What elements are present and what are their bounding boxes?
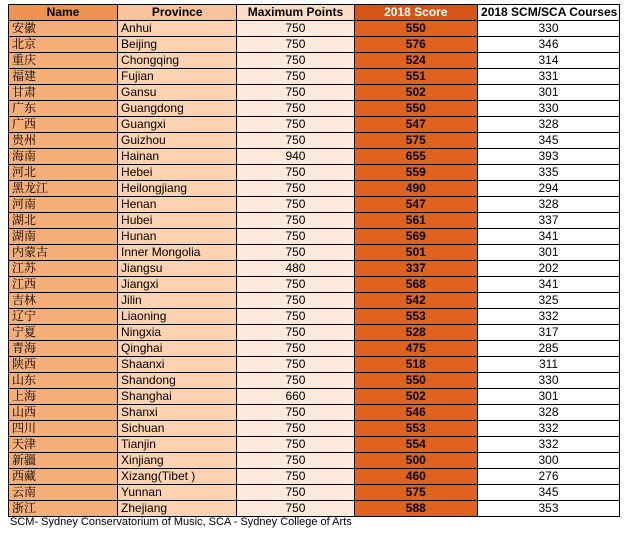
- table-row: [9, 133, 620, 149]
- cell-maximum-points: 750: [237, 181, 354, 197]
- cell-maximum-points: 750: [237, 325, 354, 341]
- cell-maximum-points: 940: [237, 149, 354, 165]
- table-row: [9, 117, 620, 133]
- cell-scm-sca-courses: 332: [478, 421, 620, 437]
- cell-scm-sca-courses: 353: [478, 501, 620, 517]
- cell-2018-score: 490: [354, 181, 477, 197]
- table-row: [9, 341, 620, 357]
- cell-province: Beijing: [118, 37, 237, 53]
- cell-2018-score: 553: [354, 421, 477, 437]
- cell-2018-score: 575: [354, 133, 477, 149]
- cell-scm-sca-courses: 332: [478, 437, 620, 453]
- table-row: [9, 389, 620, 405]
- table-row: [9, 293, 620, 309]
- cell-maximum-points: 750: [237, 501, 354, 517]
- cell-name: 吉林: [9, 293, 118, 309]
- cell-scm-sca-courses: 285: [478, 341, 620, 357]
- cell-name: 广西: [9, 117, 118, 133]
- cell-2018-score: 547: [354, 197, 477, 213]
- table-row: [9, 85, 620, 101]
- cell-maximum-points: 750: [237, 453, 354, 469]
- cell-scm-sca-courses: 341: [478, 229, 620, 245]
- cell-name: 北京: [9, 37, 118, 53]
- cell-maximum-points: 750: [237, 165, 354, 181]
- cell-2018-score: 475: [354, 341, 477, 357]
- cell-province: Jiangxi: [118, 277, 237, 293]
- cell-name: 湖南: [9, 229, 118, 245]
- cell-province: Qinghai: [118, 341, 237, 357]
- cell-maximum-points: 750: [237, 85, 354, 101]
- cell-2018-score: 337: [354, 261, 477, 277]
- table-row: [9, 373, 620, 389]
- cell-province: Shaanxi: [118, 357, 237, 373]
- table-row: [9, 181, 620, 197]
- cell-2018-score: 501: [354, 245, 477, 261]
- cell-2018-score: 502: [354, 85, 477, 101]
- cell-scm-sca-courses: 301: [478, 245, 620, 261]
- table-row: [9, 69, 620, 85]
- cell-2018-score: 460: [354, 469, 477, 485]
- cell-2018-score: 559: [354, 165, 477, 181]
- cell-name: 四川: [9, 421, 118, 437]
- table-row: [9, 37, 620, 53]
- cell-scm-sca-courses: 276: [478, 469, 620, 485]
- cell-province: Hainan: [118, 149, 237, 165]
- header-province: Province: [118, 5, 237, 21]
- cell-province: Guizhou: [118, 133, 237, 149]
- table-row: [9, 453, 620, 469]
- header-name: Name: [9, 5, 118, 21]
- cell-maximum-points: 750: [237, 437, 354, 453]
- cell-scm-sca-courses: 332: [478, 309, 620, 325]
- cell-name: 甘肃: [9, 85, 118, 101]
- cell-province: Guangxi: [118, 117, 237, 133]
- cell-scm-sca-courses: 330: [478, 373, 620, 389]
- cell-province: Zhejiang: [118, 501, 237, 517]
- cell-maximum-points: 750: [237, 421, 354, 437]
- cell-maximum-points: 750: [237, 117, 354, 133]
- cell-name: 海南: [9, 149, 118, 165]
- cell-scm-sca-courses: 330: [478, 21, 620, 37]
- cell-province: Guangdong: [118, 101, 237, 117]
- cell-scm-sca-courses: 328: [478, 117, 620, 133]
- cell-province: Shandong: [118, 373, 237, 389]
- cell-scm-sca-courses: 294: [478, 181, 620, 197]
- cell-2018-score: 561: [354, 213, 477, 229]
- table-row: [9, 197, 620, 213]
- cell-province: Jiangsu: [118, 261, 237, 277]
- cell-maximum-points: 750: [237, 245, 354, 261]
- cell-maximum-points: 750: [237, 21, 354, 37]
- table-row: [9, 501, 620, 517]
- cell-maximum-points: 750: [237, 53, 354, 69]
- cell-scm-sca-courses: 330: [478, 101, 620, 117]
- cell-2018-score: 568: [354, 277, 477, 293]
- cell-province: Shanghai: [118, 389, 237, 405]
- cell-name: 青海: [9, 341, 118, 357]
- cell-province: Liaoning: [118, 309, 237, 325]
- cell-maximum-points: 750: [237, 37, 354, 53]
- cell-scm-sca-courses: 301: [478, 389, 620, 405]
- table-body: [9, 21, 620, 517]
- cell-2018-score: 655: [354, 149, 477, 165]
- cell-province: Sichuan: [118, 421, 237, 437]
- table-row: [9, 101, 620, 117]
- cell-province: Henan: [118, 197, 237, 213]
- cell-2018-score: 528: [354, 325, 477, 341]
- table-row: [9, 245, 620, 261]
- cell-name: 西藏: [9, 469, 118, 485]
- cell-maximum-points: 750: [237, 213, 354, 229]
- cell-name: 湖北: [9, 213, 118, 229]
- cell-name: 天津: [9, 437, 118, 453]
- table-row: [9, 277, 620, 293]
- cell-maximum-points: 750: [237, 373, 354, 389]
- header-maximum-points: Maximum Points: [237, 5, 354, 21]
- table-row: [9, 213, 620, 229]
- cell-maximum-points: 480: [237, 261, 354, 277]
- cell-scm-sca-courses: 331: [478, 69, 620, 85]
- cell-province: Hunan: [118, 229, 237, 245]
- table-row: [9, 485, 620, 501]
- cell-province: Tianjin: [118, 437, 237, 453]
- cell-province: Anhui: [118, 21, 237, 37]
- cell-name: 河北: [9, 165, 118, 181]
- cell-scm-sca-courses: 393: [478, 149, 620, 165]
- cell-maximum-points: 750: [237, 197, 354, 213]
- cell-maximum-points: 750: [237, 133, 354, 149]
- cell-2018-score: 550: [354, 101, 477, 117]
- cell-name: 安徽: [9, 21, 118, 37]
- cell-scm-sca-courses: 337: [478, 213, 620, 229]
- table-row: [9, 149, 620, 165]
- table-row: [9, 229, 620, 245]
- cell-2018-score: 518: [354, 357, 477, 373]
- table-row: [9, 165, 620, 181]
- cell-name: 江西: [9, 277, 118, 293]
- cell-maximum-points: 750: [237, 341, 354, 357]
- cell-scm-sca-courses: 345: [478, 133, 620, 149]
- table-row: [9, 437, 620, 453]
- cell-maximum-points: 750: [237, 357, 354, 373]
- cell-2018-score: 550: [354, 373, 477, 389]
- scores-table: [8, 4, 620, 517]
- cell-name: 福建: [9, 69, 118, 85]
- cell-name: 浙江: [9, 501, 118, 517]
- cell-2018-score: 542: [354, 293, 477, 309]
- cell-name: 云南: [9, 485, 118, 501]
- table-row: [9, 405, 620, 421]
- cell-scm-sca-courses: 317: [478, 325, 620, 341]
- cell-2018-score: 553: [354, 309, 477, 325]
- cell-2018-score: 551: [354, 69, 477, 85]
- table-row: [9, 53, 620, 69]
- cell-province: Hubei: [118, 213, 237, 229]
- cell-province: Chongqing: [118, 53, 237, 69]
- cell-2018-score: 576: [354, 37, 477, 53]
- cell-province: Shanxi: [118, 405, 237, 421]
- cell-maximum-points: 750: [237, 101, 354, 117]
- cell-scm-sca-courses: 328: [478, 405, 620, 421]
- cell-maximum-points: 750: [237, 309, 354, 325]
- cell-province: Yunnan: [118, 485, 237, 501]
- cell-2018-score: 575: [354, 485, 477, 501]
- cell-name: 山东: [9, 373, 118, 389]
- cell-2018-score: 502: [354, 389, 477, 405]
- table-row: [9, 469, 620, 485]
- table-row: [9, 325, 620, 341]
- cell-2018-score: 588: [354, 501, 477, 517]
- header-2018-score: 2018 Score: [354, 5, 477, 21]
- table-row: [9, 309, 620, 325]
- cell-name: 广东: [9, 101, 118, 117]
- cell-2018-score: 547: [354, 117, 477, 133]
- cell-name: 新疆: [9, 453, 118, 469]
- cell-maximum-points: 750: [237, 69, 354, 85]
- cell-name: 山西: [9, 405, 118, 421]
- cell-name: 上海: [9, 389, 118, 405]
- cell-maximum-points: 660: [237, 389, 354, 405]
- cell-2018-score: 500: [354, 453, 477, 469]
- cell-province: Ningxia: [118, 325, 237, 341]
- cell-2018-score: 524: [354, 53, 477, 69]
- cell-maximum-points: 750: [237, 469, 354, 485]
- cell-scm-sca-courses: 341: [478, 277, 620, 293]
- cell-name: 江苏: [9, 261, 118, 277]
- cell-name: 黑龙江: [9, 181, 118, 197]
- cell-maximum-points: 750: [237, 229, 354, 245]
- cell-scm-sca-courses: 345: [478, 485, 620, 501]
- cell-scm-sca-courses: 346: [478, 37, 620, 53]
- cell-scm-sca-courses: 314: [478, 53, 620, 69]
- cell-province: Jilin: [118, 293, 237, 309]
- cell-province: Hebei: [118, 165, 237, 181]
- cell-name: 宁夏: [9, 325, 118, 341]
- cell-province: Fujian: [118, 69, 237, 85]
- cell-2018-score: 569: [354, 229, 477, 245]
- cell-name: 贵州: [9, 133, 118, 149]
- table-row: [9, 357, 620, 373]
- cell-scm-sca-courses: 335: [478, 165, 620, 181]
- cell-name: 辽宁: [9, 309, 118, 325]
- cell-2018-score: 554: [354, 437, 477, 453]
- header-row: [9, 5, 620, 21]
- cell-maximum-points: 750: [237, 405, 354, 421]
- cell-maximum-points: 750: [237, 277, 354, 293]
- cell-name: 陕西: [9, 357, 118, 373]
- header-scm-sca-courses: 2018 SCM/SCA Courses: [478, 5, 620, 21]
- cell-province: Xizang(Tibet ): [118, 469, 237, 485]
- table-row: [9, 261, 620, 277]
- cell-province: Inner Mongolia: [118, 245, 237, 261]
- cell-name: 河南: [9, 197, 118, 213]
- cell-scm-sca-courses: 300: [478, 453, 620, 469]
- cell-maximum-points: 750: [237, 485, 354, 501]
- cell-scm-sca-courses: 325: [478, 293, 620, 309]
- cell-scm-sca-courses: 202: [478, 261, 620, 277]
- cell-name: 重庆: [9, 53, 118, 69]
- table-row: [9, 21, 620, 37]
- cell-scm-sca-courses: 301: [478, 85, 620, 101]
- footnote: SCM- Sydney Conservatorium of Music, SCA - Sydney College of Arts: [10, 516, 352, 528]
- cell-province: Gansu: [118, 85, 237, 101]
- cell-scm-sca-courses: 328: [478, 197, 620, 213]
- cell-scm-sca-courses: 311: [478, 357, 620, 373]
- table-row: [9, 421, 620, 437]
- cell-name: 内蒙古: [9, 245, 118, 261]
- cell-2018-score: 546: [354, 405, 477, 421]
- cell-2018-score: 550: [354, 21, 477, 37]
- cell-province: Heilongjiang: [118, 181, 237, 197]
- cell-maximum-points: 750: [237, 293, 354, 309]
- cell-province: Xinjiang: [118, 453, 237, 469]
